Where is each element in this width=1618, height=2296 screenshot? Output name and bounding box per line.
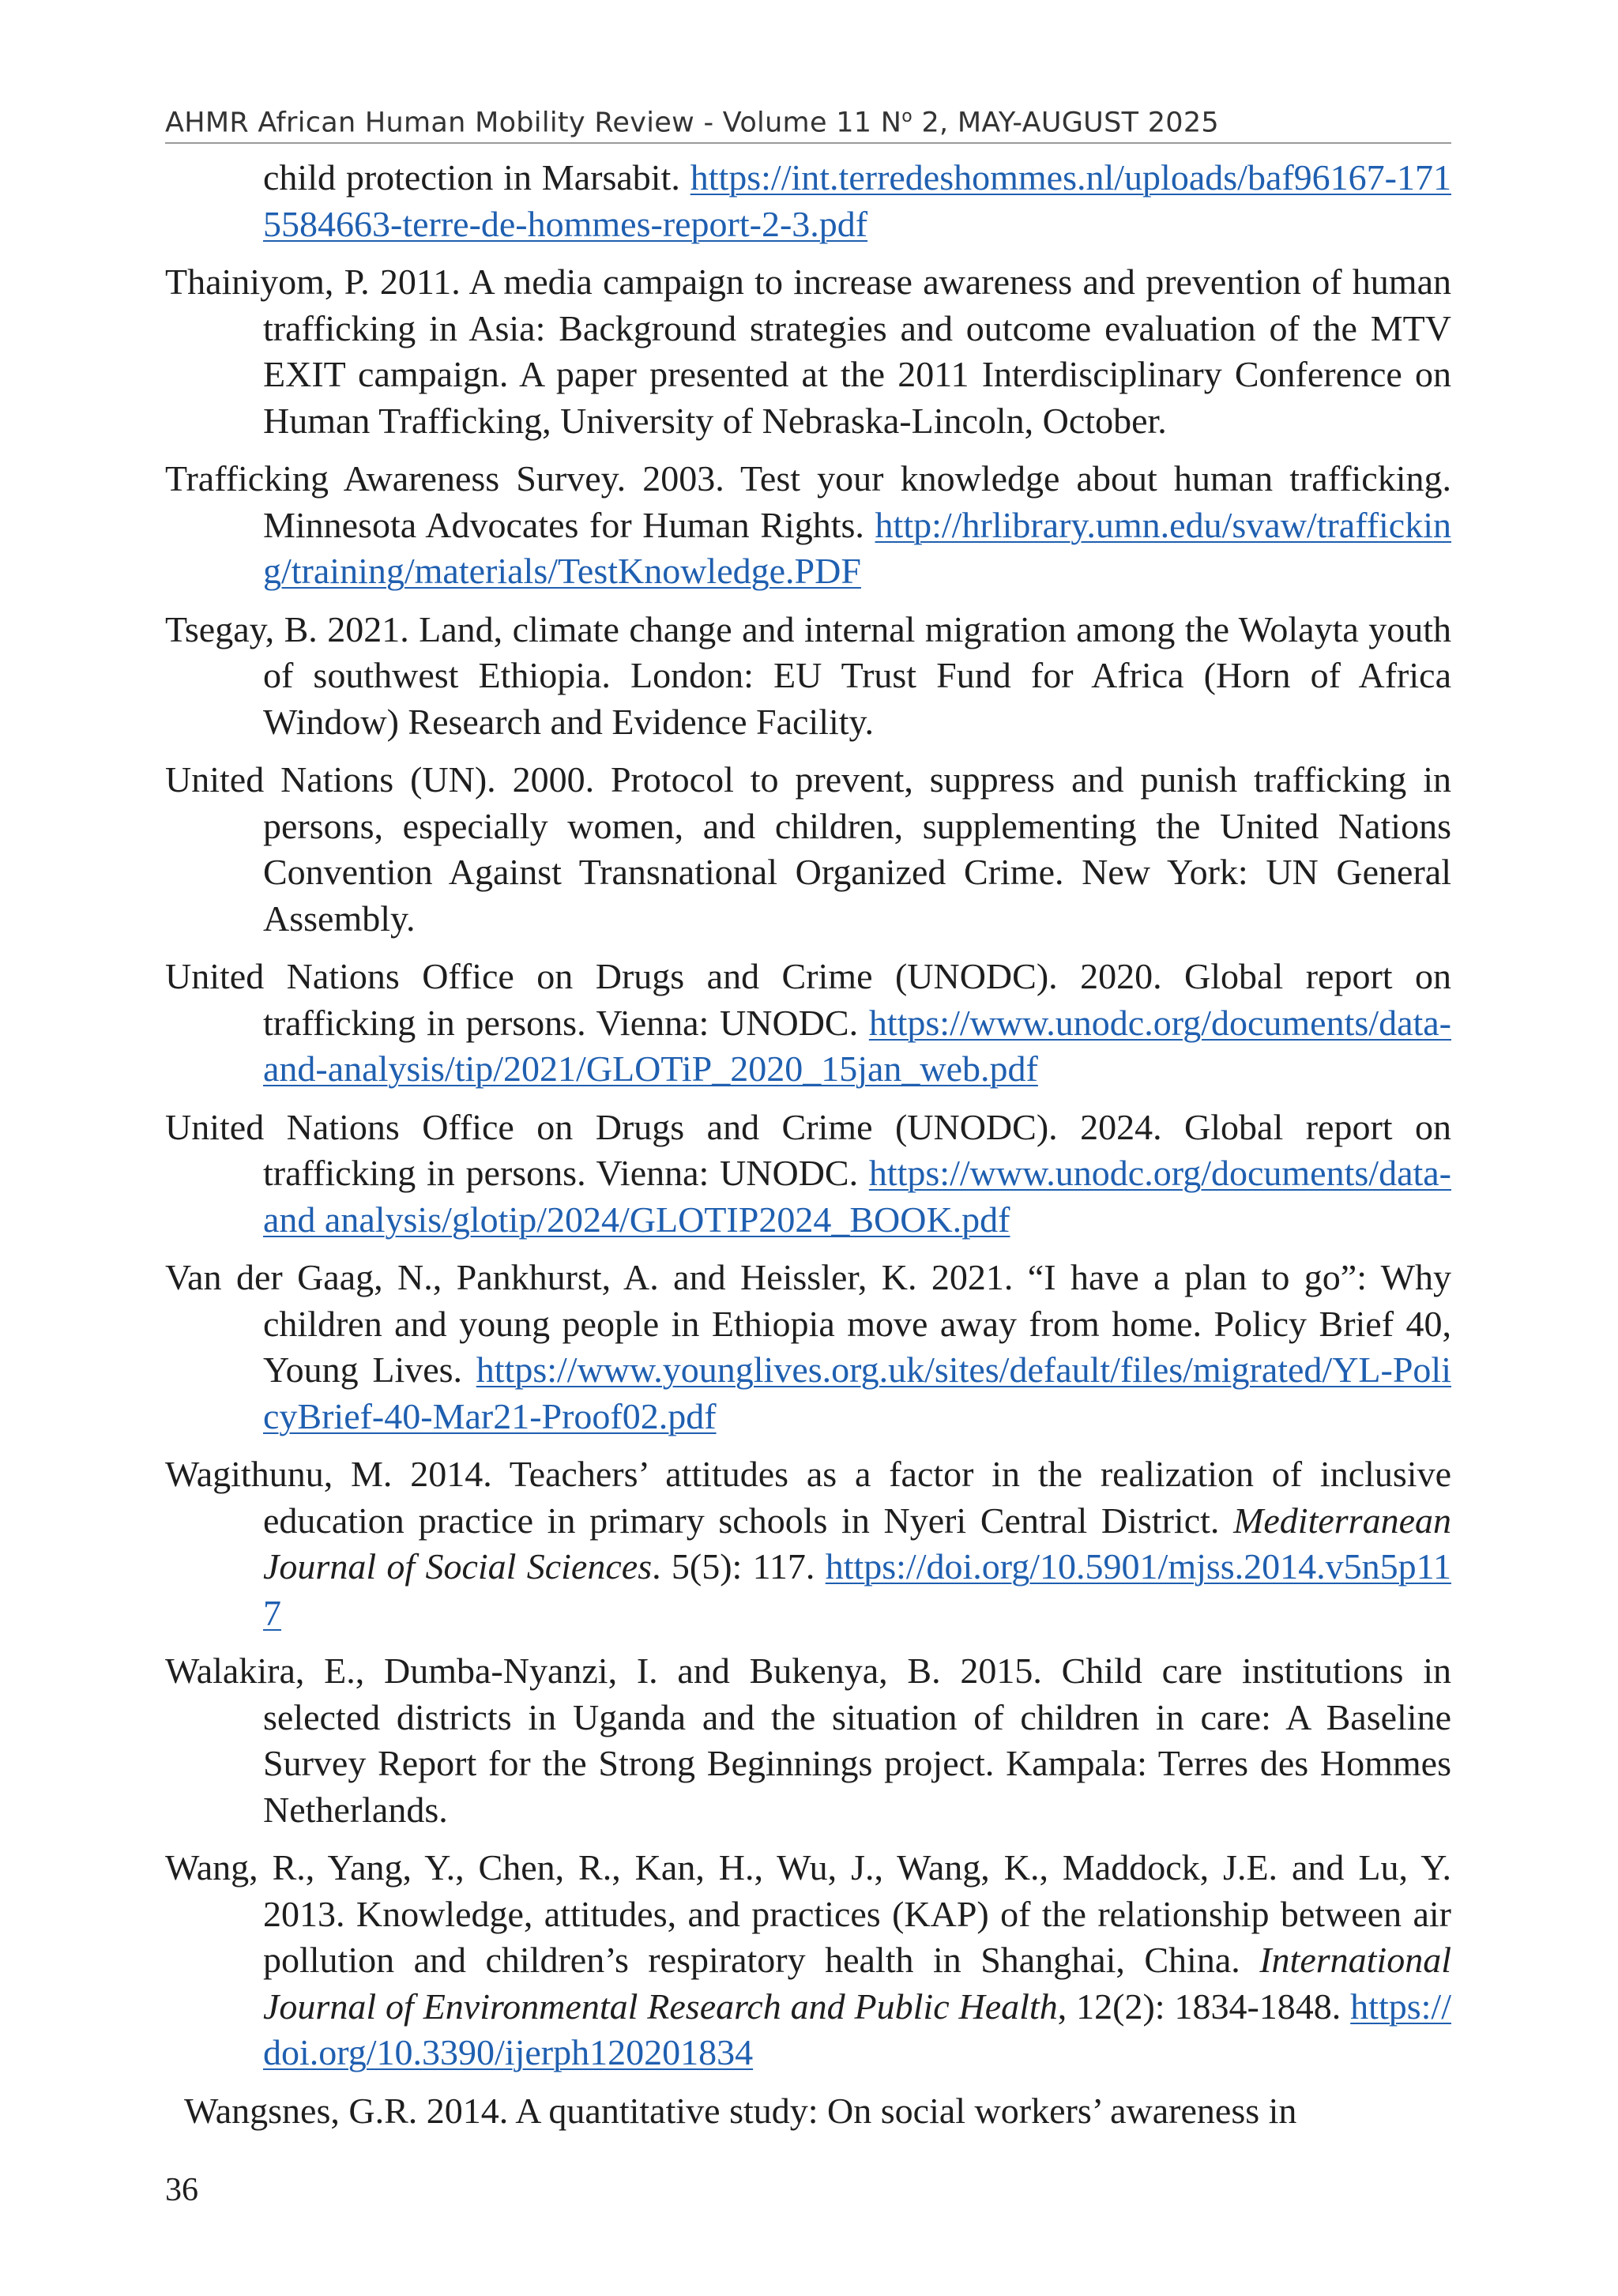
- reference-link[interactable]: https://doi.org/10.5901/mjss.2014.v5n5p117: [263, 1546, 1451, 1633]
- reference-item: [165, 1451, 1451, 1636]
- reference-item: [165, 1255, 1451, 1440]
- running-header-title: AHMR African Human Mobility Review - Volume 11 N: [165, 107, 902, 139]
- reference-item: [165, 1845, 1451, 2076]
- reference-text: child protection in Marsabit.: [263, 157, 690, 198]
- reference-item: [165, 155, 1451, 247]
- reference-item: [165, 1648, 1451, 1833]
- journal-title: International Journal of Environmental Research and Public Health: [263, 1940, 1451, 2027]
- reference-text: Thainiyom, P. 2011. A media campaign to increase awareness and prevention of human trafficking in Asia: Background strategies and outcome evaluation of the MTV EXIT campaign. A paper presented at the 2011 Interdisciplinary Conference on Human Trafficking, University of Nebraska-Lincoln, October.: [165, 262, 1451, 441]
- reference-item: [165, 456, 1451, 595]
- reference-text: Wangsnes, G.R. 2014. A quantitative study: On social workers’ awareness in: [184, 2090, 1297, 2131]
- reference-link[interactable]: https://www.unodc.org/documents/data-and analysis/glotip/2024/GLOTIP2024_BOOK.pdf: [263, 1153, 1451, 1240]
- reference-text: United Nations Office on Drugs and Crime (UNODC). 2024. Global report on trafficking in persons. Vienna: UNODC.: [165, 1106, 1451, 1193]
- journal-title: Mediterranean Journal of Social Sciences: [263, 1500, 1451, 1586]
- reference-text: Walakira, E., Dumba-Nyanzi, I. and Bukenya, B. 2015. Child care institutions in selected districts in Uganda and the situation of children in care: A Baseline Survey Report for the Strong Beginnings project. Kampala: Terres des Hommes Netherlands.: [165, 1650, 1451, 1830]
- header-divider: [165, 142, 1451, 144]
- reference-text-after: , 12(2): 1834-1848.: [1057, 1985, 1351, 2027]
- reference-link[interactable]: https://int.terredeshommes.nl/uploads/baf96167-1715584663-terre-de-hommes-report-2-3.pdf: [263, 157, 1451, 244]
- running-header-superscript: o: [901, 107, 913, 126]
- reference-item: [165, 259, 1451, 444]
- reference-text: Wang, R., Yang, Y., Chen, R., Kan, H., Wu, J., Wang, K., Maddock, J.E. and Lu, Y. 2013. Knowledge, attitudes, and practices (KAP) of the relationship between air pollution and children’s respiratory health in Shanghai, China.: [165, 1847, 1451, 1980]
- reference-text: Trafficking Awareness Survey. 2003. Test your knowledge about human trafficking. Minnesota Advocates for Human Rights.: [165, 458, 1451, 545]
- reference-link[interactable]: https://www.unodc.org/documents/data-and-analysis/tip/2021/GLOTiP_2020_15jan_web.pdf: [263, 1002, 1451, 1089]
- running-header: [165, 96, 1451, 144]
- reference-text: Wagithunu, M. 2014. Teachers’ attitudes as a factor in the realization of inclusive education practice in primary schools in Nyeri Central District.: [165, 1454, 1451, 1541]
- reference-item: [165, 2088, 1451, 2135]
- running-header-title-rest: 2, MAY-AUGUST 2025: [912, 107, 1219, 139]
- reference-item: [165, 757, 1451, 942]
- reference-link[interactable]: https://doi.org/10.3390/ijerph120201834: [263, 1985, 1451, 2072]
- reference-item: [165, 1105, 1451, 1244]
- reference-item: [165, 607, 1451, 746]
- reference-list: [165, 155, 1451, 2146]
- reference-text-after: . 5(5): 117.: [652, 1546, 826, 1586]
- page-number: 36: [165, 2172, 198, 2208]
- reference-link[interactable]: https://www.younglives.org.uk/sites/default/files/migrated/YL-PolicyBrief-40-Mar21-Proof02.pdf: [263, 1349, 1451, 1436]
- reference-link[interactable]: http://hrlibrary.umn.edu/svaw/trafficking/training/materials/TestKnowledge.PDF: [263, 504, 1451, 591]
- reference-text: United Nations Office on Drugs and Crime (UNODC). 2020. Global report on trafficking in persons. Vienna: UNODC.: [165, 956, 1451, 1043]
- reference-text: United Nations (UN). 2000. Protocol to prevent, suppress and punish trafficking in persons, especially women, and children, supplementing the United Nations Convention Against Transnational Organized Crime. New York: UN General Assembly.: [165, 759, 1451, 939]
- reference-text: Tsegay, B. 2021. Land, climate change and internal migration among the Wolayta youth of southwest Ethiopia. London: EU Trust Fund for Africa (Horn of Africa Window) Research and Evidence Facility.: [165, 608, 1451, 742]
- reference-item: [165, 954, 1451, 1093]
- reference-text: Van der Gaag, N., Pankhurst, A. and Heissler, K. 2021. “I have a plan to go”: Why children and young people in Ethiopia move away from home. Policy Brief 40, Young Lives.: [165, 1257, 1451, 1390]
